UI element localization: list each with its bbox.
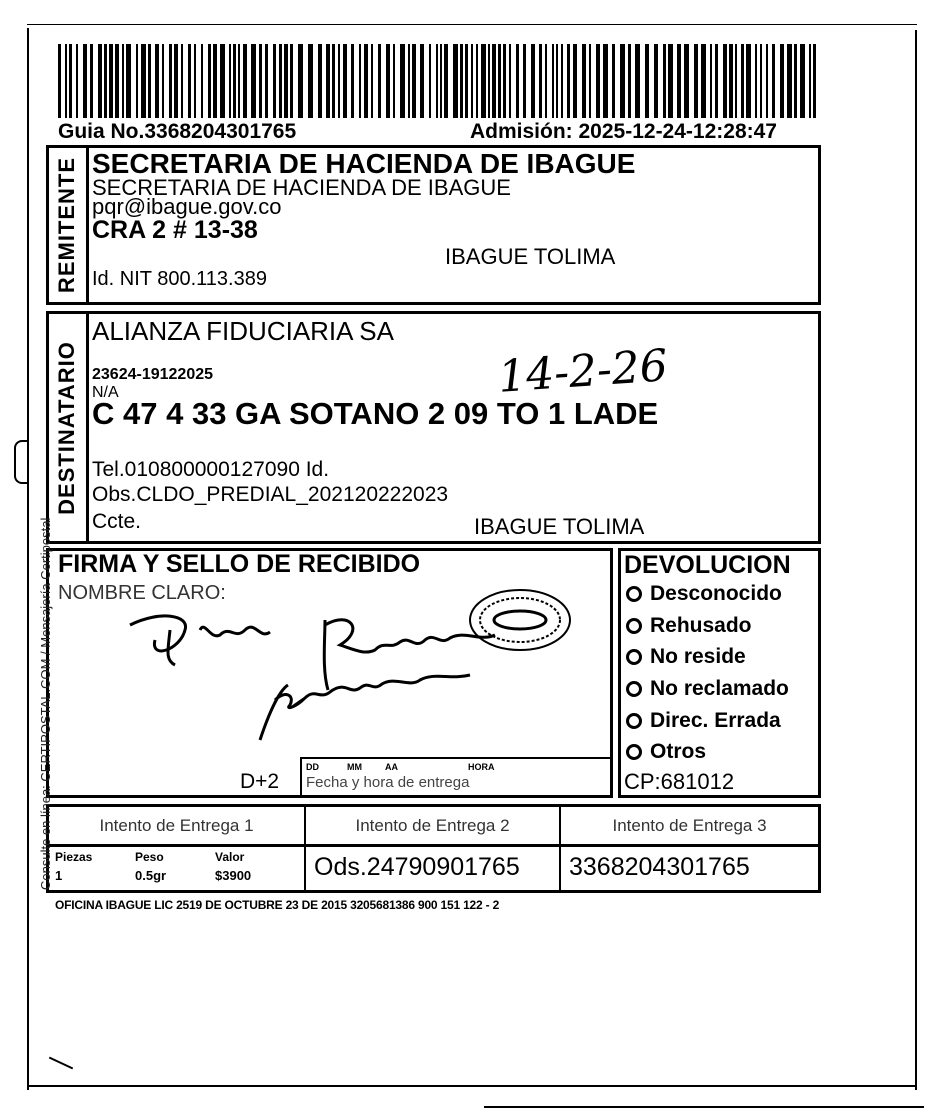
barcode-bar xyxy=(628,44,631,118)
radio-icon xyxy=(626,713,642,729)
barcode-bar xyxy=(503,44,506,118)
valor-value: $3900 xyxy=(215,868,252,883)
admision-date: Admisión: 2025-12-24-12:28:47 xyxy=(470,120,777,143)
barcode-bar xyxy=(509,44,511,118)
barcode-bar xyxy=(813,44,816,118)
ods-number: Ods.24790901765 xyxy=(314,853,520,881)
barcode-bar xyxy=(162,44,164,118)
barcode-bar xyxy=(181,44,183,118)
barcode-bar xyxy=(531,44,535,118)
peso-label: Peso xyxy=(135,850,164,864)
barcode-bar xyxy=(201,44,203,118)
remitente-name-secondary: SECRETARIA DE HACIENDA DE IBAGUE xyxy=(92,175,511,200)
barcode-bar xyxy=(729,44,733,118)
barcode-bar xyxy=(760,44,762,118)
barcode-bar xyxy=(122,44,124,118)
barcode-bar xyxy=(710,44,712,118)
barcode-bar xyxy=(213,44,217,118)
firma-title: FIRMA Y SELLO DE RECIBIDO xyxy=(58,550,421,578)
barcode-bar xyxy=(338,44,340,118)
guia-number-cell xyxy=(559,845,821,893)
radio-icon xyxy=(626,586,642,602)
barcode-bar xyxy=(436,44,438,118)
sheet-bottom-edge xyxy=(27,1085,917,1087)
barcode-bar xyxy=(780,44,784,118)
barcode-bar xyxy=(723,44,727,118)
barcode-bar xyxy=(318,44,322,118)
barcode-bar xyxy=(148,44,151,118)
barcode-bar xyxy=(809,44,811,118)
barcode-bar xyxy=(766,44,768,118)
barcode-bar xyxy=(69,44,72,118)
barcode-bar xyxy=(741,44,744,118)
radio-icon xyxy=(626,681,642,697)
barcode-bar xyxy=(386,44,390,118)
bottom-right-line xyxy=(484,1106,924,1108)
barcode-bar xyxy=(440,44,442,118)
barcode-bar xyxy=(141,44,146,118)
remitente-address: CRA 2 # 13-38 xyxy=(92,216,258,244)
barcode-bar xyxy=(800,44,805,118)
barcode-bar xyxy=(243,44,247,118)
intento-3-label: Intento de Entrega 3 xyxy=(612,815,767,835)
barcode-bar xyxy=(393,44,395,118)
remitente-nit: Id. NIT 800.113.389 xyxy=(92,268,267,290)
intento-3-cell xyxy=(559,804,821,847)
barcode-bar xyxy=(284,44,288,118)
barcode-bar xyxy=(126,44,131,118)
destinatario-name: ALIANZA FIDUCIARIA SA xyxy=(92,316,394,346)
remitente-name: SECRETARIA DE HACIENDA DE IBAGUE xyxy=(92,148,636,179)
option-desconocido[interactable]: Desconocido xyxy=(626,582,789,614)
barcode-bar xyxy=(545,44,547,118)
intento-2-label: Intento de Entrega 2 xyxy=(355,815,510,835)
handwritten-delivery-date: 14-2-26 xyxy=(496,340,670,403)
barcode-bar xyxy=(290,44,293,118)
barcode-bar xyxy=(343,44,347,118)
devolucion-title: DEVOLUCION xyxy=(624,551,791,579)
barcode-bar xyxy=(677,44,681,118)
radio-icon xyxy=(626,618,642,634)
barcode-bar xyxy=(567,44,570,118)
remitente-label: REMITENTE xyxy=(54,156,79,294)
ods-cell xyxy=(304,845,561,893)
barcode-bar xyxy=(556,44,558,118)
sheet-top-edge xyxy=(27,24,917,25)
destinatario-ccte: Ccte. xyxy=(92,510,142,533)
option-direc-errada[interactable]: Direc. Errada xyxy=(626,709,789,741)
barcode-bar xyxy=(596,44,600,118)
barcode-bar xyxy=(552,44,554,118)
barcode-bar xyxy=(308,44,313,118)
barcode-bar xyxy=(465,44,468,118)
nombre-claro-label: NOMBRE CLARO: xyxy=(58,582,226,604)
barcode-bar xyxy=(772,44,775,118)
barcode-bar xyxy=(645,44,649,118)
barcode-bar xyxy=(612,44,615,118)
barcode-bar xyxy=(516,44,519,118)
barcode-bar xyxy=(229,44,231,118)
barcode-bar xyxy=(488,44,490,118)
barcode-bar xyxy=(539,44,542,118)
mm-label: MM xyxy=(347,762,362,772)
destinatario-city: IBAGUE TOLIMA xyxy=(474,514,645,539)
barcode-bar xyxy=(76,44,78,118)
barcode-bar xyxy=(620,44,625,118)
barcode-bar xyxy=(265,44,268,118)
barcode-bar xyxy=(90,44,93,118)
barcode-bar xyxy=(408,44,410,118)
option-otros[interactable]: Otros xyxy=(626,740,789,772)
barcode-bar xyxy=(238,44,240,118)
destinatario-tel: Tel.010800000127090 Id. xyxy=(92,458,330,481)
intento-2-cell xyxy=(304,804,561,847)
valor-label: Valor xyxy=(215,850,245,864)
barcode-bar xyxy=(635,44,640,118)
barcode-bar xyxy=(735,44,737,118)
destinatario-ref: 23624-19122025 xyxy=(92,366,214,383)
barcode-bar xyxy=(460,44,463,118)
barcode-bar xyxy=(412,44,416,118)
aa-label: AA xyxy=(385,762,398,772)
barcode-bar xyxy=(208,44,211,118)
barcode-bar xyxy=(194,44,196,118)
barcode-bar xyxy=(663,44,666,118)
destinatario-obs: Obs.CLDO_PREDIAL_202120222023 xyxy=(92,483,449,506)
barcode-bar xyxy=(371,44,373,118)
destinatario-divider xyxy=(86,311,89,544)
option-no-reclamado[interactable]: No reclamado xyxy=(626,677,789,709)
barcode-bar xyxy=(58,44,61,118)
barcode-bar xyxy=(104,44,107,118)
barcode-bar xyxy=(694,44,698,118)
barcode-bar xyxy=(715,44,718,118)
radio-icon xyxy=(626,744,642,760)
option-no-reside[interactable]: No reside xyxy=(626,645,789,677)
barcode-bar xyxy=(174,44,178,118)
barcode-bar xyxy=(668,44,673,118)
destinatario-na: N/A xyxy=(92,384,119,401)
barcode-bar xyxy=(476,44,478,118)
barcode-bar xyxy=(259,44,262,118)
barcode-bar xyxy=(498,44,501,118)
barcode-bar xyxy=(561,44,563,118)
barcode-bar xyxy=(453,44,458,118)
barcode-bar xyxy=(523,44,526,118)
remitente-city: IBAGUE TOLIMA xyxy=(445,244,616,269)
barcode-bar xyxy=(582,44,586,118)
barcode-bar xyxy=(109,44,113,118)
peso-value: 0.5gr xyxy=(135,868,167,883)
barcode-bar xyxy=(273,44,276,118)
barcode-bar xyxy=(359,44,361,118)
barcode-bar xyxy=(332,44,335,118)
devolucion-options xyxy=(626,582,789,772)
barcode-bar xyxy=(65,44,67,118)
barcode-bar xyxy=(787,44,792,118)
barcode-bar xyxy=(169,44,172,118)
barcode-bar xyxy=(573,44,577,118)
barcode-bar xyxy=(115,44,119,118)
d2-label: D+2 xyxy=(240,770,280,793)
barcode-bar xyxy=(429,44,431,118)
hora-label: HORA xyxy=(468,762,495,772)
fecha-entrega-label: Fecha y hora de entrega xyxy=(306,774,470,791)
barcode-bar xyxy=(471,44,473,118)
barcode-bar xyxy=(251,44,256,118)
office-footer: OFICINA IBAGUE LIC 2519 DE OCTUBRE 23 DE 2015 3205681386 900 151 122 - 2 xyxy=(55,898,500,912)
barcode-bar xyxy=(400,44,405,118)
stray-mark xyxy=(49,1057,73,1070)
barcode-bar xyxy=(746,44,751,118)
barcode-bar xyxy=(654,44,658,118)
barcode-bar xyxy=(326,44,330,118)
side-text: Consulte en línea: CERTIPOSTAL.COM / Mensajería Certipostal xyxy=(38,517,53,890)
barcode-bar xyxy=(420,44,424,118)
intento-1-label: Intento de Entrega 1 xyxy=(99,815,254,835)
guia-number-large: 3368204301765 xyxy=(569,853,750,881)
barcode-bar xyxy=(188,44,191,118)
barcode-bar xyxy=(279,44,282,118)
dd-label: DD xyxy=(306,762,319,772)
barcode-bar xyxy=(155,44,159,118)
barcode-bar xyxy=(684,44,689,118)
barcode-bar xyxy=(233,44,236,118)
remitente-divider xyxy=(86,145,89,305)
piezas-value: 1 xyxy=(55,868,63,883)
barcode-bar xyxy=(444,44,448,118)
sheet-right-edge xyxy=(915,30,917,1090)
barcode-bar xyxy=(755,44,757,118)
barcode-bar xyxy=(98,44,102,118)
barcode xyxy=(58,44,818,118)
barcode-bar xyxy=(83,44,87,118)
guia-number: Guia No.3368204301765 xyxy=(58,120,297,143)
barcode-bar xyxy=(794,44,797,118)
barcode-bar xyxy=(589,44,591,118)
barcode-bar xyxy=(378,44,381,118)
destinatario-label: DESTINATARIO xyxy=(54,340,80,515)
codigo-postal: CP:681012 xyxy=(624,769,735,794)
barcode-bar xyxy=(701,44,706,118)
barcode-bar xyxy=(351,44,354,118)
barcode-bar xyxy=(220,44,225,118)
barcode-bar xyxy=(603,44,608,118)
barcode-bar xyxy=(298,44,303,118)
remitente-email: pqr@ibague.gov.co xyxy=(92,194,282,219)
destinatario-address: C 47 4 33 GA SOTANO 2 09 TO 1 LADE xyxy=(92,396,659,431)
barcode-bar xyxy=(136,44,138,118)
side-bracket-mark xyxy=(14,440,28,484)
piezas-label: Piezas xyxy=(55,850,93,864)
radio-icon xyxy=(626,649,642,665)
handwritten-signature xyxy=(110,580,580,750)
barcode-bar xyxy=(364,44,368,118)
option-rehusado[interactable]: Rehusado xyxy=(626,614,789,646)
barcode-bar xyxy=(481,44,486,118)
barcode-bar xyxy=(492,44,496,118)
intento-1-cell xyxy=(46,804,306,847)
